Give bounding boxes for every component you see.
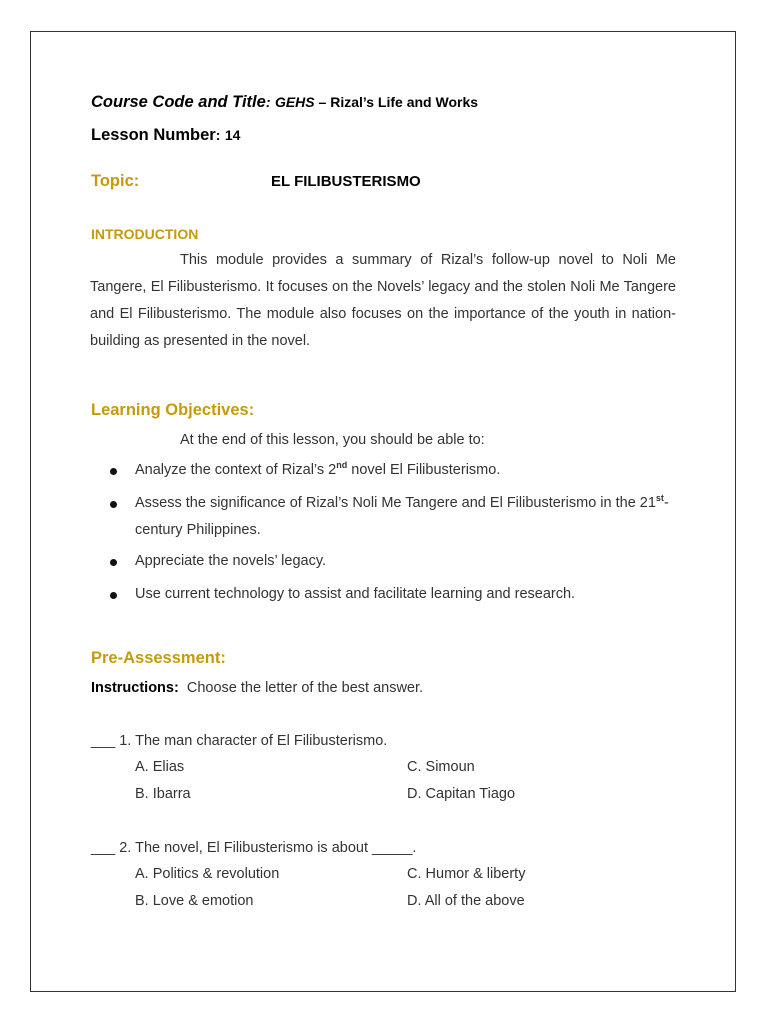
q1-option-c[interactable]: C. Simoun — [407, 759, 475, 775]
question-2-stem: ___ 2. The novel, El Filibusterismo is about _____. — [91, 840, 417, 856]
course-line — [91, 93, 478, 112]
objectives-lead: At the end of this lesson, you should be able to: — [180, 432, 485, 448]
q2-option-d[interactable]: D. All of the above — [407, 893, 525, 909]
q1-option-d[interactable]: D. Capitan Tiago — [407, 786, 516, 802]
introduction-heading: INTRODUCTION — [91, 226, 199, 242]
lesson-line — [91, 126, 240, 145]
instructions-line — [91, 680, 423, 696]
lesson-number: 14 — [224, 127, 241, 143]
course-code: GEHS — [274, 94, 315, 110]
lesson-colon: : — [215, 127, 221, 143]
bullet-dot-icon — [110, 501, 117, 508]
course-title: Rizal’s Life and Works — [330, 94, 479, 110]
course-colon: : — [265, 94, 271, 110]
topic-value: EL FILIBUSTERISMO — [271, 173, 421, 190]
lesson-label: Lesson Number — [91, 126, 216, 144]
course-dash: – — [314, 94, 331, 110]
bullet-dot-icon — [110, 468, 117, 475]
q2-option-c[interactable]: C. Humor & liberty — [407, 866, 526, 882]
objectives-list — [110, 457, 670, 608]
course-label: Course Code and Title — [91, 93, 266, 111]
objective-item: Appreciate the novels’ legacy. — [110, 548, 670, 575]
question-1-stem: ___ 1. The man character of El Filibusterismo. — [91, 733, 388, 749]
objective-item: Use current technology to assist and facilitate learning and research. — [110, 581, 670, 608]
instructions-text: Choose the letter of the best answer. — [186, 680, 424, 696]
objective-item: Analyze the context of Rizal’s 2nd novel El Filibusterismo. — [110, 457, 670, 484]
introduction-paragraph: This module provides a summary of Rizal’s follow-up novel to Noli Me Tangere, El Filibusterismo. It focuses on the Novels’ legacy and the stolen Noli Me Tangere and El Filibusterismo. The module also focuses on the importance of the youth in nation-building as presented in the novel. — [90, 252, 676, 349]
objective-item: Assess the significance of Rizal’s Noli Me Tangere and El Filibusterismo in the 21st-century Philippines. — [110, 490, 670, 544]
pre-assessment-heading: Pre-Assessment: — [91, 649, 226, 667]
q2-option-a[interactable]: A. Politics & revolution — [135, 866, 280, 882]
bullet-dot-icon — [110, 559, 117, 566]
q2-option-b[interactable]: B. Love & emotion — [135, 893, 254, 909]
q1-option-b[interactable]: B. Ibarra — [135, 786, 191, 802]
q1-option-a[interactable]: A. Elias — [135, 759, 185, 775]
objectives-heading: Learning Objectives: — [91, 401, 255, 419]
topic-label: Topic: — [91, 172, 140, 190]
bullet-dot-icon — [110, 592, 117, 599]
instructions-label: Instructions: — [91, 680, 179, 696]
